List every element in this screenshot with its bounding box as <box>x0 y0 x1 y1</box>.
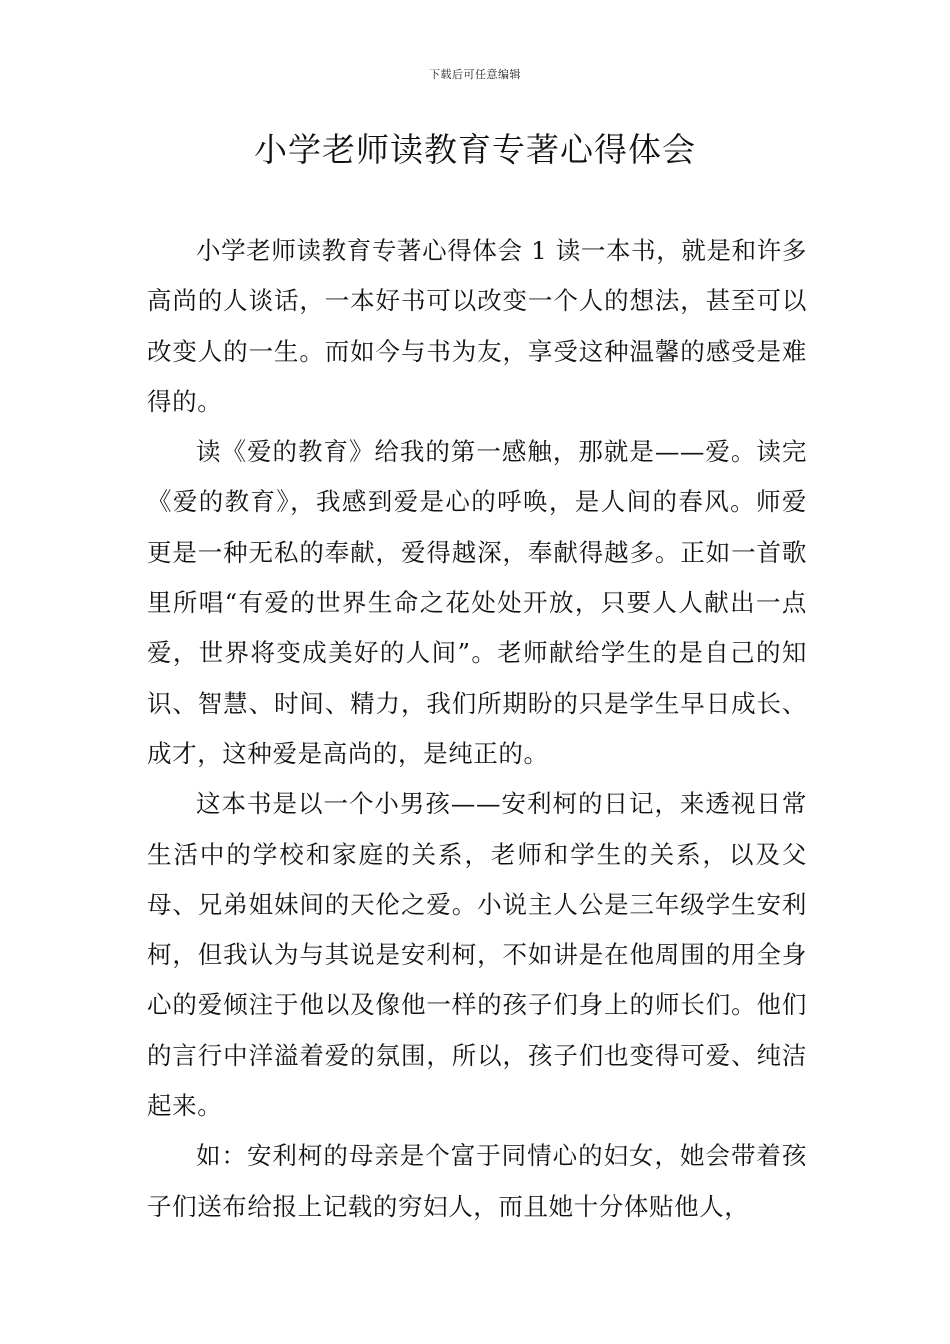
paragraph: 这本书是以一个小男孩——安利柯的日记，来透视日常生活中的学校和家庭的关系，老师和学生的关系，以及父母、兄弟姐妹间的天伦之爱。小说主人公是三年级学生安利柯，但我认为与其说是安利柯，不如讲是在他周围的用全身心的爱倾注于他以及像他一样的孩子们身上的师长们。他们的言行中洋溢着爱的氛围，所以，孩子们也变得可爱、纯洁起来。 <box>147 789 807 1121</box>
document-title: 小学老师读教育专著心得体会 <box>254 130 696 169</box>
paragraph: 如：安利柯的母亲是个富于同情心的妇女，她会带着孩子们送布给报上记载的穷妇人，而且她十分体贴他人， <box>147 1141 807 1221</box>
paragraph: 读《爱的教育》给我的第一感触，那就是——爱。读完《爱的教育》，我感到爱是心的呼唤，是人间的春风。师爱更是一种无私的奉献，爱得越深，奉献得越多。正如一首歌里所唱“有爱的世界生命之花处处开放，只要人人献出一点爱，世界将变成美好的人间”。老师献给学生的是自己的知识、智慧、时间、精力，我们所期盼的只是学生早日成长、成才，这种爱是高尚的，是纯正的。 <box>147 437 807 768</box>
header-note: 下载后可任意编辑 <box>429 68 521 81</box>
paragraph: 小学老师读教育专著心得体会 1 读一本书，就是和许多高尚的人谈话，一本好书可以改变一个人的想法，甚至可以改变人的一生。而如今与书为友，享受这种温馨的感受是难得的。 <box>147 236 807 416</box>
document-body <box>147 226 807 1232</box>
